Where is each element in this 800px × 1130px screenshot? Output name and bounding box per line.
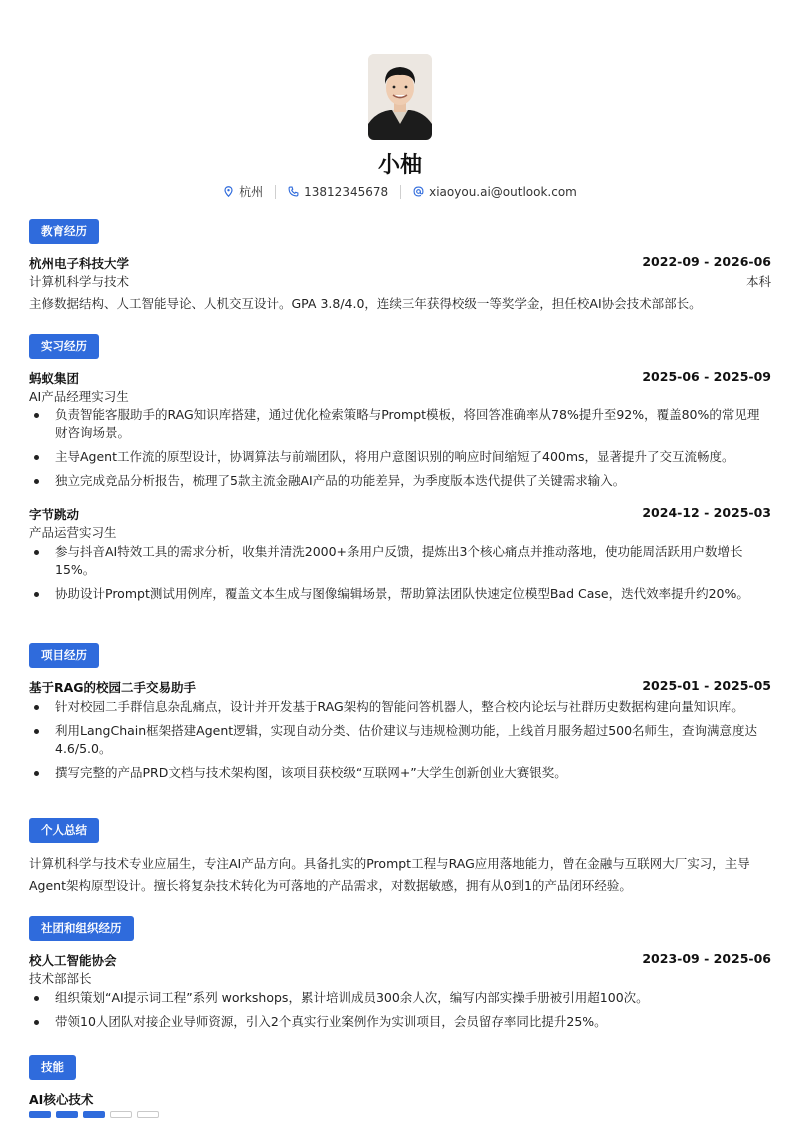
company-name: 字节跳动: [29, 507, 80, 522]
phone-icon: [288, 186, 299, 197]
list-item: 协助设计Prompt测试用例库，覆盖文本生成与图像编辑场景，帮助算法团队快速定位模型Bad Case，迭代效率提升约20%。: [29, 585, 771, 603]
list-item: 针对校园二手群信息杂乱痛点，设计并开发基于RAG架构的智能问答机器人，整合校内论坛与社群历史数据构建向量知识库。: [29, 698, 771, 716]
section-tag-summary: 个人总结: [29, 818, 99, 843]
skill-level-segment: [137, 1111, 159, 1118]
list-item: 负责智能客服助手的RAG知识库搭建，通过优化检索策略与Prompt模板，将回答准确率从78%提升至92%，覆盖80%的常见理财咨询场景。: [29, 406, 771, 442]
club-name: 校人工智能协会: [29, 953, 117, 968]
degree: 本科: [745, 274, 771, 289]
section-tag-clubs: 社团和组织经历: [29, 916, 134, 941]
school-name: 杭州电子科技大学: [29, 256, 130, 271]
list-item: 撰写完整的产品PRD文档与技术架构图，该项目获校级“互联网+”大学生创新创业大赛银奖。: [29, 764, 771, 782]
contact-email: [413, 185, 577, 199]
project-dates: 2025-01 - 2025-05: [642, 678, 771, 693]
project-header: [29, 678, 771, 696]
club-role-row: [29, 969, 771, 987]
list-item: 参与抖音AI特效工具的需求分析，收集并清洗2000+条用户反馈，提炼出3个核心痛点并推动落地，使功能周活跃用户数增长15%。: [29, 543, 771, 579]
education-dates: 2022-09 - 2026-06: [642, 254, 771, 269]
profile-photo: [368, 54, 432, 140]
skill-level-segment: [110, 1111, 132, 1118]
phone-text[interactable]: 13812345678: [304, 184, 389, 199]
club-header: [29, 951, 771, 969]
internship-bullets: [29, 543, 771, 609]
skill-level-segment: [56, 1111, 78, 1118]
email-at-icon: [413, 186, 424, 197]
contact-phone: [288, 185, 388, 199]
club-bullets: [29, 989, 771, 1037]
list-item: 主导Agent工作流的原型设计，协调算法与前端团队，将用户意图识别的响应时间缩短了400ms，显著提升了交互流畅度。: [29, 448, 771, 466]
internship-role: AI产品经理实习生: [29, 389, 129, 404]
contact-city: [223, 183, 263, 200]
list-item: 独立完成竞品分析报告，梳理了5款主流金融AI产品的功能差异，为季度版本迭代提供了关键需求输入。: [29, 472, 771, 490]
list-item: 组织策划“AI提示词工程”系列 workshops，累计培训成员300余人次，编写内部实操手册被引用超100次。: [29, 989, 771, 1007]
internship-role-row: [29, 523, 771, 541]
skill-header: [29, 1090, 771, 1108]
internship-dates: 2025-06 - 2025-09: [642, 369, 771, 384]
list-item: 带领10人团队对接企业导师资源，引入2个真实行业案例作为实训项目，会员留存率同比提升25%。: [29, 1013, 771, 1031]
contact-divider: [275, 185, 276, 199]
education-desc: 主修数据结构、人工智能导论、人机交互设计。GPA 3.8/4.0，连续三年获得校级一等奖学金，担任校AI协会技术部部长。: [29, 296, 702, 311]
city-text: 杭州: [239, 185, 264, 199]
skill-name: AI核心技术: [29, 1092, 94, 1107]
internship-header: [29, 505, 771, 523]
internship-dates: 2024-12 - 2025-03: [642, 505, 771, 520]
skill-level-segment: [29, 1111, 51, 1118]
email-text[interactable]: xiaoyou.ai@outlook.com: [429, 184, 577, 199]
section-tag-internships: 实习经历: [29, 334, 99, 359]
internship-header: [29, 369, 771, 387]
project-name: 基于RAG的校园二手交易助手: [29, 680, 197, 695]
education-subrow: [29, 272, 771, 290]
major: 计算机科学与技术: [29, 274, 130, 289]
contact-info: [0, 183, 800, 200]
club-role: 技术部部长: [29, 971, 92, 986]
section-tag-education: 教育经历: [29, 219, 99, 244]
internship-bullets: [29, 406, 771, 496]
company-name: 蚂蚁集团: [29, 371, 80, 386]
skill-level-segment: [83, 1111, 105, 1118]
candidate-name: 小柚: [377, 153, 422, 178]
section-tag-projects: 项目经历: [29, 643, 99, 668]
education-header: [29, 254, 771, 272]
summary-text: 计算机科学与技术专业应届生，专注AI产品方向。具备扎实的Prompt工程与RAG应用落地能力，曾在金融与互联网大厂实习，主导Agent架构原型设计。擅长将复杂技术转化为可落地的产品需求，对数据敏感，拥有从0到1的产品闭环经验。: [29, 856, 750, 893]
skill-level-bars: [29, 1111, 159, 1118]
location-pin-icon: [223, 186, 234, 197]
section-tag-skills: 技能: [29, 1055, 76, 1080]
list-item: 利用LangChain框架搭建Agent逻辑，实现自动分类、估价建议与违规检测功能，上线首月服务超过500名师生，查询满意度达4.6/5.0。: [29, 722, 771, 758]
project-bullets: [29, 698, 771, 788]
club-dates: 2023-09 - 2025-06: [642, 951, 771, 966]
internship-role-row: [29, 387, 771, 405]
contact-divider: [400, 185, 401, 199]
internship-role: 产品运营实习生: [29, 525, 117, 540]
